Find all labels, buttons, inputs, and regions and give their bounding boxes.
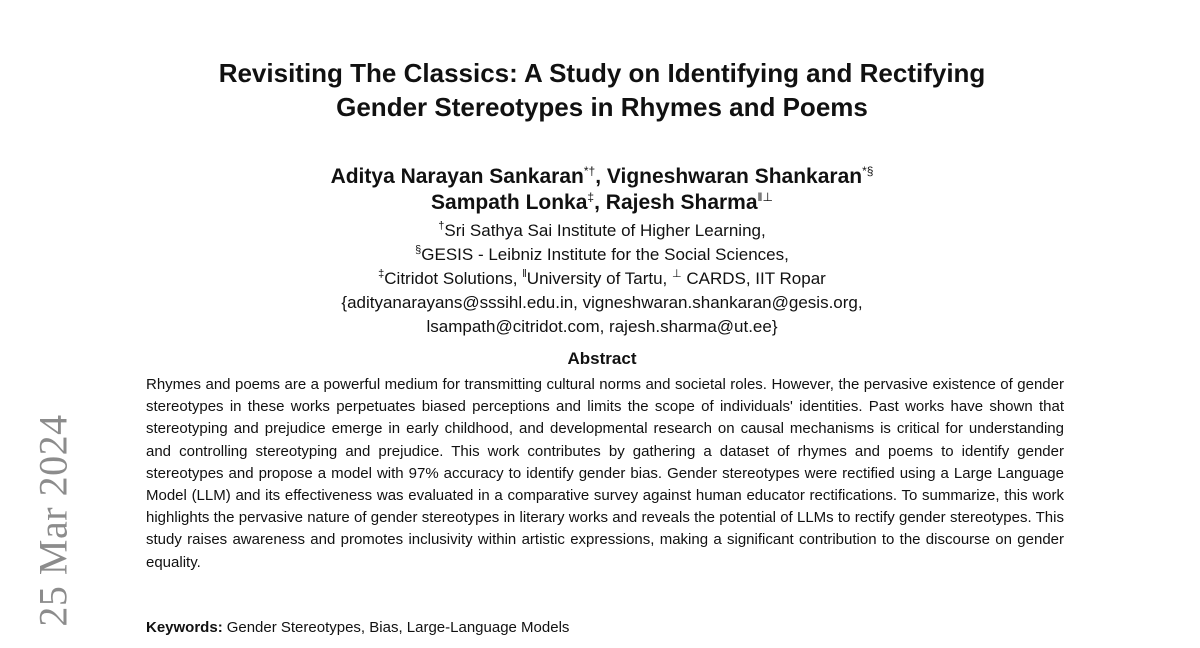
author-name: Vigneshwaran Shankaran <box>606 165 863 188</box>
author-marks: ‡ <box>587 190 595 204</box>
affiliations <box>100 219 1104 339</box>
author-marks: ‖⊥ <box>757 190 773 204</box>
affiliation-line-1 <box>100 219 1104 243</box>
affiliation-text: GESIS - Leibniz Institute for the Social Sciences, <box>421 245 789 264</box>
abstract-heading: Abstract <box>567 349 637 368</box>
affiliation-text: Citridot Solutions, <box>384 269 518 288</box>
affiliation-text: CARDS, IIT Ropar <box>686 269 826 288</box>
author-marks: *§ <box>862 164 874 178</box>
email-line-1: {adityanarayans@sssihl.edu.in, vigneshwaran.shankaran@gesis.org, <box>341 293 863 312</box>
affiliation-mark: ⊥ <box>672 268 682 280</box>
affiliation-mark: ‖ <box>522 268 527 280</box>
email-line-2: lsampath@citridot.com, rajesh.sharma@ut.ee} <box>426 317 778 336</box>
title-line-1: Revisiting The Classics: A Study on Identifying and Rectifying <box>218 58 986 88</box>
affiliation-text: University of Tartu, <box>526 269 668 288</box>
author-marks: *† <box>583 164 596 178</box>
paper-title <box>100 56 1104 124</box>
keywords-label: Keywords: <box>146 619 223 636</box>
affiliation-line-2 <box>100 243 1104 267</box>
author-list <box>100 164 1104 216</box>
affiliation-mark: † <box>438 220 445 232</box>
keywords-text: Gender Stereotypes, Bias, Large-Language Models <box>226 619 570 636</box>
affiliation-mark: § <box>415 244 422 256</box>
author-name: Aditya Narayan Sankaran <box>330 165 584 188</box>
author-name: Rajesh Sharma <box>605 191 758 214</box>
abstract-text: Rhymes and poems are a powerful medium for transmitting cultural norms and societal roles. However, the pervasive existence of gender stereotypes in these works perpetuates biased perceptions and limits the scope of individuals' identities. Past works have shown that stereotyping and prejudice emerge in early childhood, and developmental research on causal mechanisms is critical for understanding and controlling stereotyping and prejudice. This work contributes by gathering a dataset of rhymes and poems to identify gender stereotypes and propose a model with 97% accuracy to identify gender bias. Gender stereotypes were rectified using a Large Language Model (LLM) and its effectiveness was evaluated in a comparative survey against human educator rectifications. To summarize, this work highlights the pervasive nature of gender stereotypes in literary works and reveals the potential of LLMs to rectify gender stereotypes. This study raises awareness and promotes inclusivity within artistic expressions, making a significant contribution to the discourse on gender equality. <box>146 376 1064 571</box>
affiliation-mark: ‡ <box>378 268 385 280</box>
title-line-2: Gender Stereotypes in Rhymes and Poems <box>336 92 868 122</box>
affiliation-text: Sri Sathya Sai Institute of Higher Learning, <box>444 221 766 240</box>
author-line-1: Aditya Narayan Sankaran*†, Vigneshwaran Shankaran*§ <box>330 164 874 188</box>
date-stamp-text: 25 Mar 2024 <box>30 413 76 627</box>
arxiv-date-stamp <box>30 415 76 625</box>
author-line-2: Sampath Lonka‡, Rajesh Sharma‖⊥ <box>431 190 773 214</box>
affiliation-line-3 <box>100 267 1104 291</box>
keywords <box>146 618 1064 638</box>
author-name: Sampath Lonka <box>431 191 588 214</box>
